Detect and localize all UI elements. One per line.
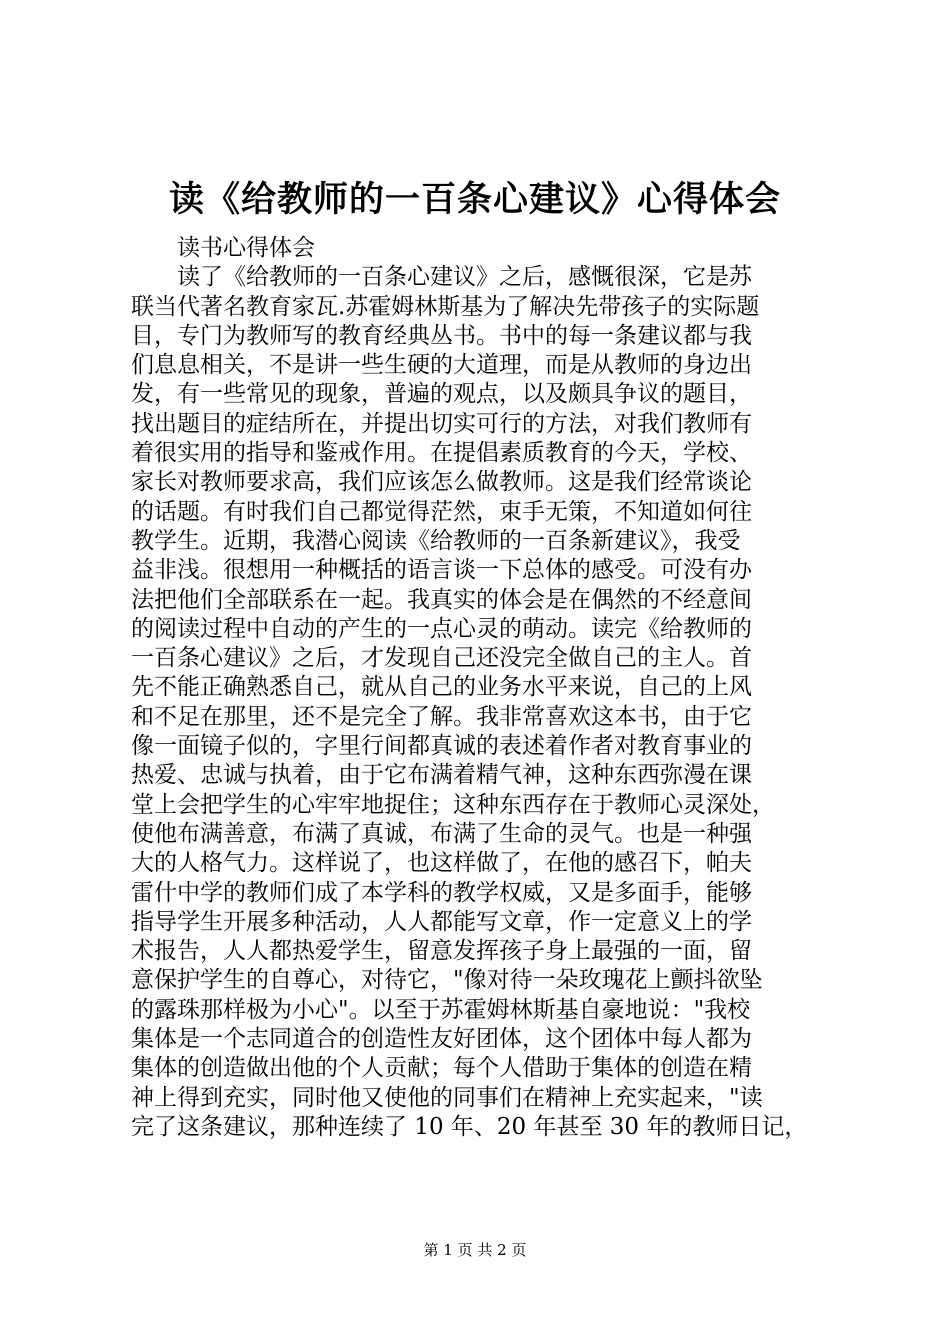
- body-line: 先不能正确熟悉自己，就从自己的业务水平来说，自己的上风: [131, 674, 752, 701]
- body-line: 着很实用的指导和鉴戒作用。在提倡素质教育的今天，学校、: [131, 440, 752, 467]
- body-line: 找出题目的症结所在，并提出切实可行的方法，对我们教师有: [131, 410, 752, 437]
- body-line: 和不足在那里，还不是完全了解。我非常喜欢这本书，由于它: [131, 703, 752, 730]
- body-line: 集体的创造做出他的个人贡献；每个人借助于集体的创造在精: [131, 1055, 752, 1082]
- body-line: 雷什中学的教师们成了本学科的教学权威，又是多面手，能够: [131, 879, 752, 906]
- body-line: 们息息相关，不是讲一些生硬的大道理，而是从教师的身边出: [131, 352, 752, 379]
- page-indicator: 第 1 页 共 2 页: [423, 1241, 527, 1259]
- body-line: 术报告，人人都热爱学生，留意发挥孩子身上最强的一面，留: [131, 938, 752, 965]
- body-line: 意保护学生的自尊心，对待它，"像对待一朵玫瑰花上颤抖欲坠: [131, 967, 763, 994]
- body-line: 大的人格气力。这样说了，也这样做了，在他的感召下，帕夫: [131, 850, 752, 877]
- body-line: 集体是一个志同道合的创造性友好团体，这个团体中每人都为: [131, 1026, 752, 1053]
- body-line: 教学生。近期，我潜心阅读《给教师的一百条新建议》，我受: [131, 527, 741, 554]
- body-line: 益非浅。很想用一种概括的语言谈一下总体的感受。可没有办: [131, 557, 752, 584]
- body-line: 神上得到充实，同时他又使他的同事们在精神上充实起来，"读: [131, 1084, 763, 1111]
- body-line: 法把他们全部联系在一起。我真实的体会是在偶然的不经意间: [131, 586, 752, 613]
- body-line: 的话题。有时我们自己都觉得茫然，束手无策，不知道如何往: [131, 498, 752, 525]
- document-subtitle: 读书心得体会: [177, 235, 315, 261]
- body-line: 完了这条建议，那种连续了 10 年、20 年甚至 30 年的教师日记，: [131, 1113, 808, 1140]
- body-line: 联当代著名教育家瓦.苏霍姆林斯基为了解决先带孩子的实际题: [131, 293, 760, 320]
- body-line: 的阅读过程中自动的产生的一点心灵的萌动。读完《给教师的: [131, 615, 752, 642]
- body-line: 像一面镜子似的，字里行间都真诚的表述着作者对教育事业的: [131, 733, 752, 760]
- body-line: 堂上会把学生的心牢牢地捉住；这种东西存在于教师心灵深处，: [131, 791, 775, 818]
- body-line: 指导学生开展多种活动，人人都能写文章，作一定意义上的学: [131, 908, 752, 935]
- body-line: 的露珠那样极为小心"。以至于苏霍姆林斯基自豪地说："我校: [131, 996, 751, 1023]
- body-line: 读了《给教师的一百条心建议》之后，感慨很深，它是苏: [177, 264, 752, 291]
- body-line: 热爱、忠诚与执着，由于它布满着精气神，这种东西弥漫在课: [131, 762, 752, 789]
- body-line: 家长对教师要求高，我们应该怎么做教师。这是我们经常谈论: [131, 469, 752, 496]
- document-body: [131, 234, 831, 1142]
- body-line: 使他布满善意，布满了真诚，布满了生命的灵气。也是一种强: [131, 820, 752, 847]
- page-footer: [0, 1240, 950, 1260]
- body-line: 一百条心建议》之后，才发现自己还没完全做自己的主人。首: [131, 645, 752, 672]
- document-title: 读《给教师的一百条心建议》心得体会: [168, 180, 781, 220]
- body-line: 发，有一些常见的现象，普遍的观点，以及颇具争议的题目，: [131, 381, 752, 408]
- body-line: 目，专门为教师写的教育经典丛书。书中的每一条建议都与我: [131, 322, 752, 349]
